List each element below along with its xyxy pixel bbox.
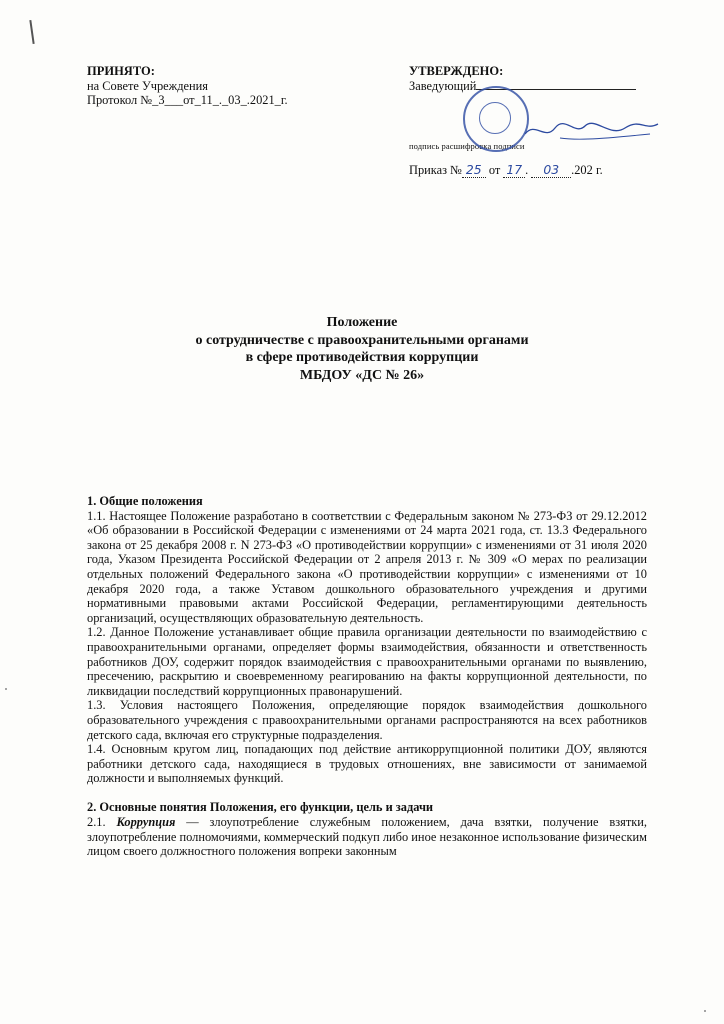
paragraph-2-1 xyxy=(87,815,647,859)
order-prefix: Приказ № xyxy=(409,163,462,177)
handwritten-signature xyxy=(520,116,660,146)
section-2-heading: 2. Основные понятия Положения, его функции, цель и задачи xyxy=(87,800,434,815)
header-left xyxy=(87,64,387,108)
document-title xyxy=(0,314,724,384)
header-right xyxy=(409,64,689,93)
title-line-3: в сфере противодействия коррупции xyxy=(245,350,479,365)
scan-mark xyxy=(29,20,34,44)
title-line-1: Положение xyxy=(326,315,398,330)
accepted-title: ПРИНЯТО: xyxy=(87,64,155,78)
order-month: 03 xyxy=(531,162,571,178)
approved-head-label: Заведующий xyxy=(409,78,477,93)
section-1-heading: 1. Общие положения xyxy=(87,494,203,508)
signature-caption: подпись расшифровка подписи xyxy=(409,141,525,151)
order-from: от xyxy=(488,163,501,177)
order-day: 17 xyxy=(503,162,525,178)
accepted-council: на Совете Учреждения xyxy=(87,78,209,93)
approved-head xyxy=(409,79,689,94)
title-line-4: МБДОУ «ДС № 26» xyxy=(299,367,425,383)
paragraph-1-4: 1.4. Основным кругом лиц, попадающих под действие антикоррупционной политики ДОУ, являются работники детского сада, находящиеся в трудовых отношениях, вне зависимости от занимаемой должности и выполняемых функций. xyxy=(87,742,647,786)
order-line: Приказ № 25 от 17 . 03 .202 г. xyxy=(409,162,603,177)
section-gap xyxy=(87,786,647,801)
paragraph-2-1-number: 2.1. xyxy=(87,815,117,830)
title-line-2: о сотрудничестве с правоохранительными органами xyxy=(195,332,529,348)
paragraph-1-2: 1.2. Данное Положение устанавливает общие правила организации деятельности по взаимодействию с правоохранительными органами, определяет формы взаимодействия, обязанности и ответственность работников ДОУ, содержит порядок взаимодействия с правоохранительными органами по выявлению, пресечению, раскрытию и своевременному реагированию на факты коррупционной деятельности, по ликвидации последствий коррупционных правонарушений. xyxy=(87,625,647,698)
scan-dot xyxy=(704,1010,706,1012)
paragraph-2-1-text: — злоупотребление служебным положением, дача взятки, получение взятки, злоупотребление полномочиями, коммерческий подкуп либо иное незаконное использование физическим лицом своего должностного положения вопреки законным xyxy=(87,815,647,859)
document-body xyxy=(87,494,647,859)
approved-title: УТВЕРЖДЕНО: xyxy=(409,64,504,78)
seal-emblem xyxy=(479,102,511,134)
order-year: .202 xyxy=(571,163,593,177)
paragraph-1-1: 1.1. Настоящее Положение разработано в соответствии с Федеральным законом № 273-ФЗ от 29.12.2012 «Об образовании в Российской Федерации с изменениями от 24 марта 2021 года, ст. 13.3 Федерального закона от 25 декабря 2008 г. N 273-ФЗ «О противодействии коррупции» с изменениями от 31 июля 2020 года, Указом Президента Российской Федерации от 2 апреля 2013 г. № 309 «О мерах по реализации отдельных положений Федерального закона «О противодействии коррупции» с изменениями от 10 декабря 2020 года, а также Уставом дошкольного образовательного учреждения и другими нормативными правовыми актами Российской Федерации, регламентирующими деятельность организаций, осуществляющих образовательную деятельность. xyxy=(87,508,647,625)
term-corruption: Коррупция xyxy=(116,815,176,830)
scan-dot xyxy=(5,688,7,690)
paragraph-1-3: 1.3. Условия настоящего Положения, определяющие порядок взаимодействия дошкольного образовательного учреждения с правоохранительными органами распространяются на всех работников детского сада, включая его структурные подразделения. xyxy=(87,698,647,742)
order-number: 25 xyxy=(462,162,486,178)
order-suffix: г. xyxy=(595,163,603,177)
accepted-protocol: Протокол №_3___от_11_._03_.2021_г. xyxy=(87,93,288,108)
